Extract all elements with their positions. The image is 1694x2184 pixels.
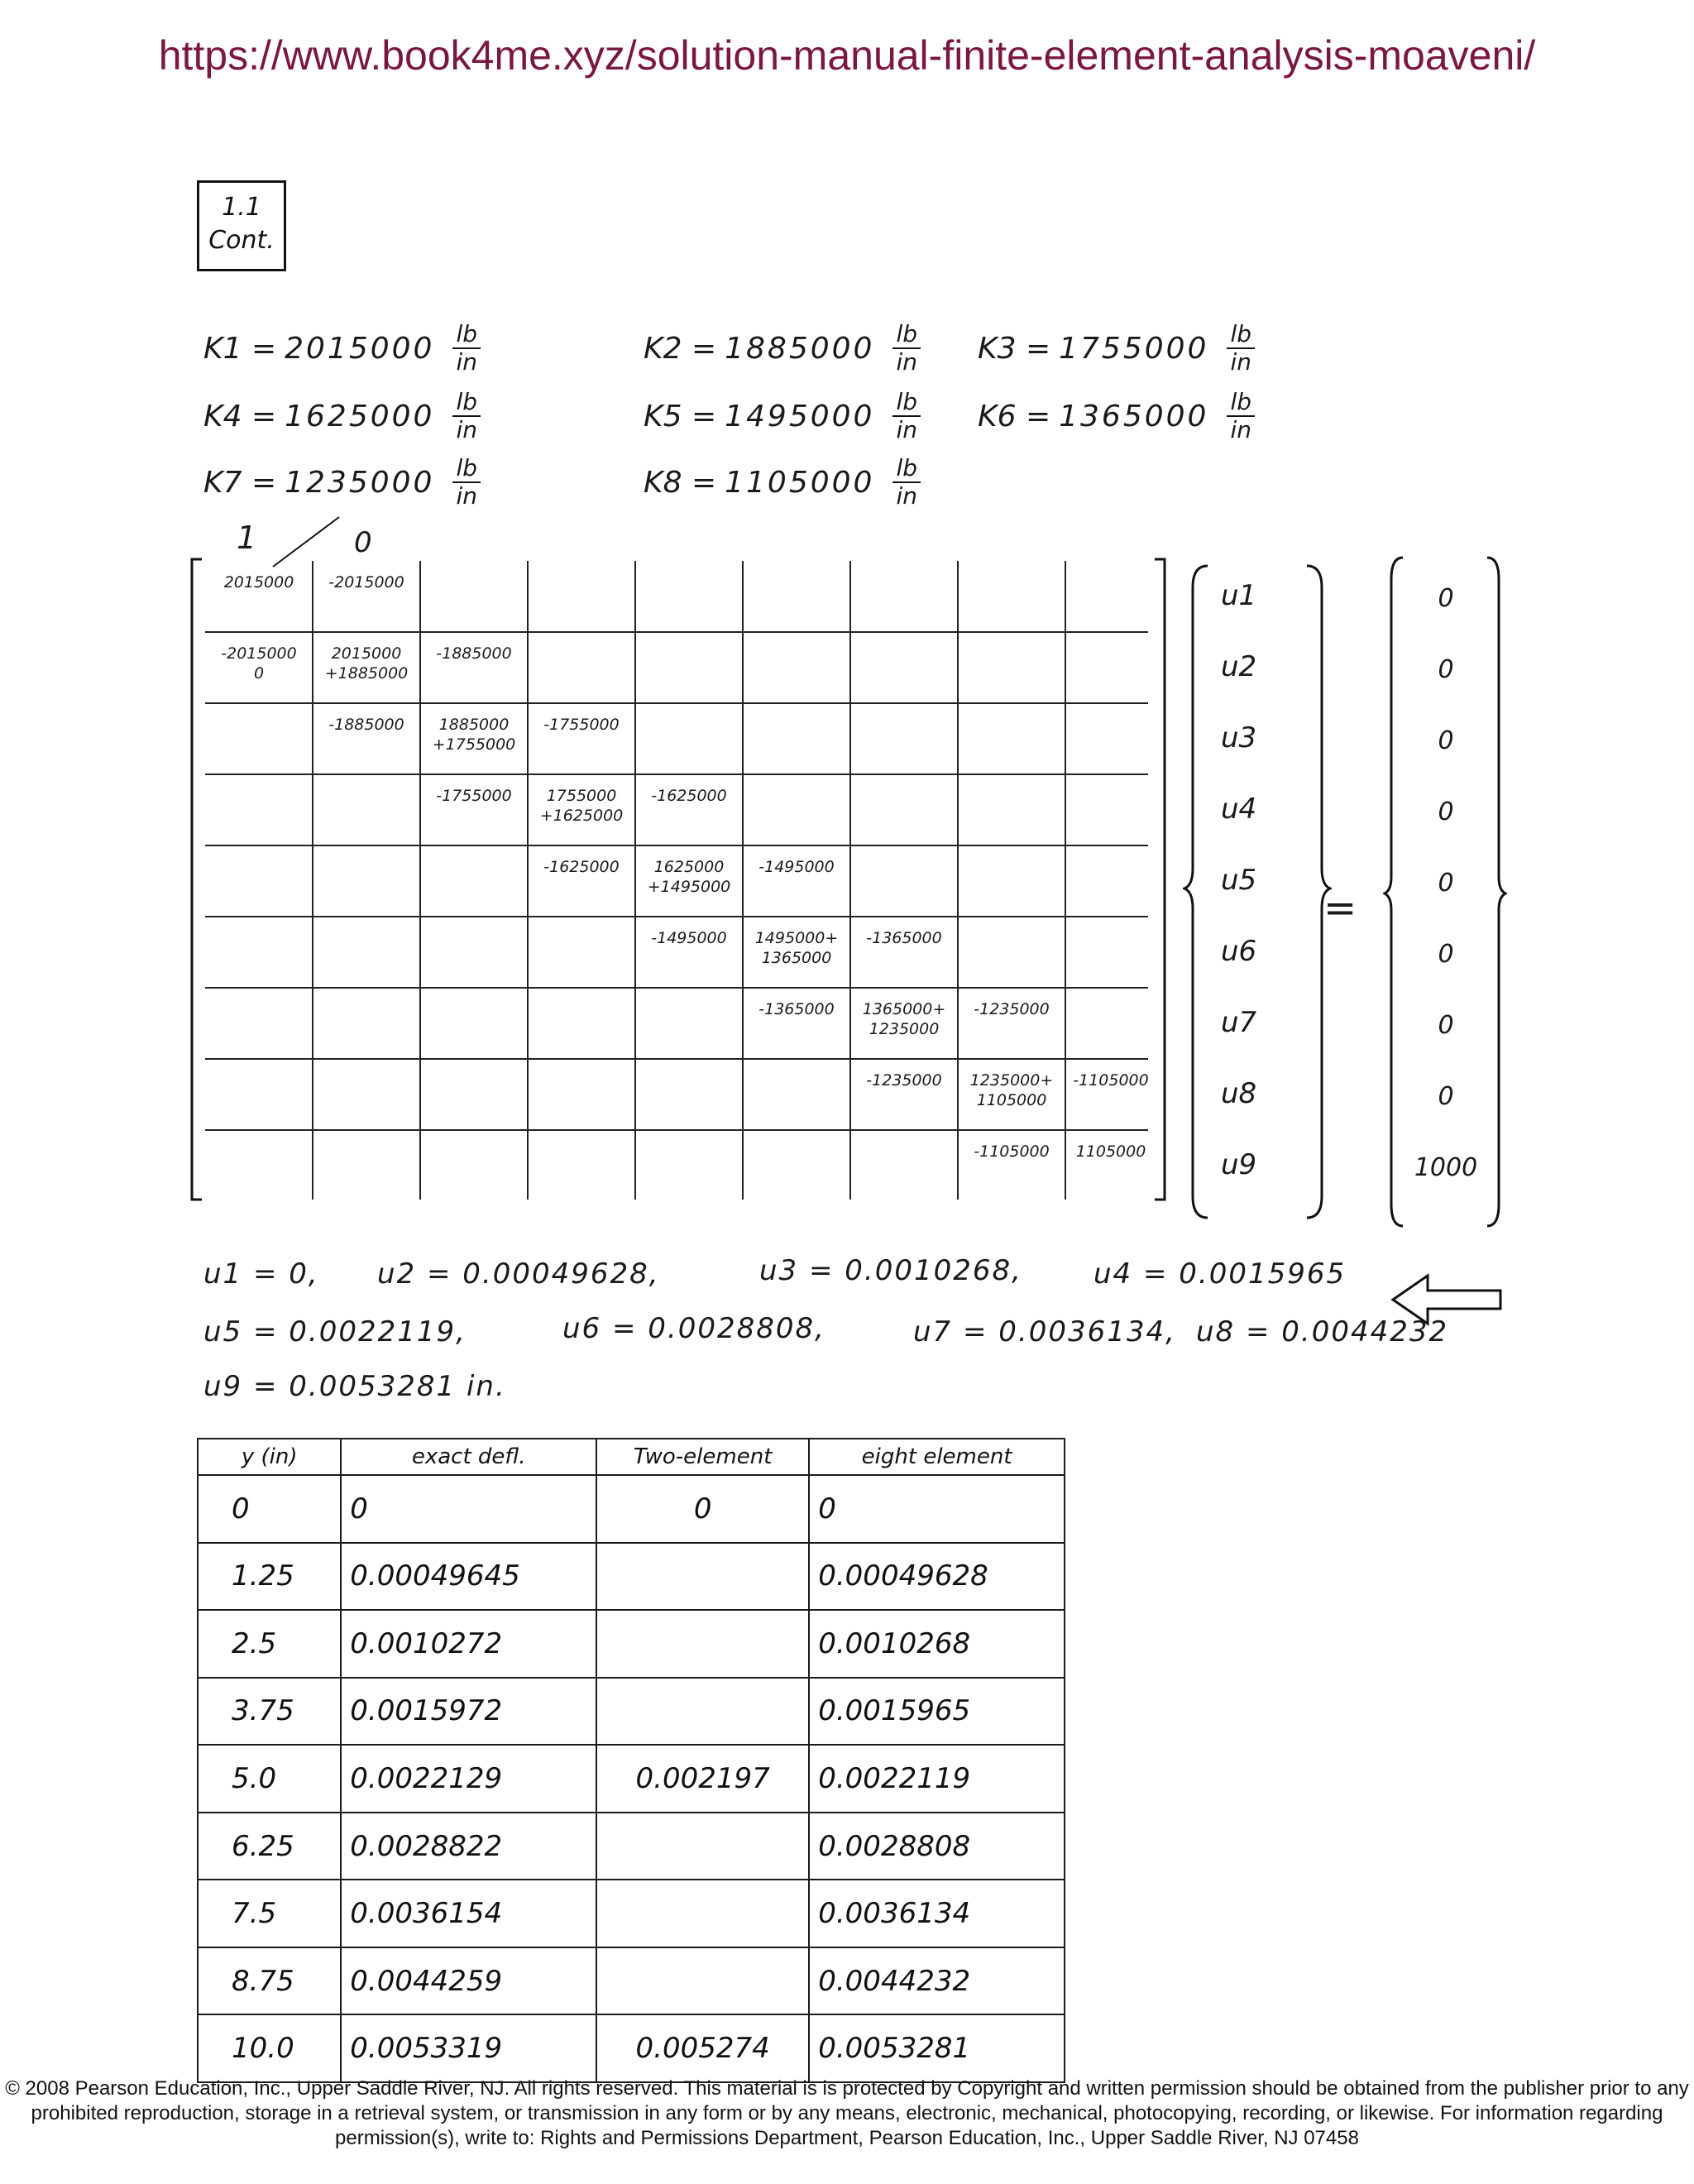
matrix-cell: 2015000 +1885000 xyxy=(324,644,409,682)
units-numerator: lb xyxy=(452,321,481,349)
k-value: 1755000 xyxy=(1059,331,1209,366)
table-row xyxy=(198,1947,1065,2015)
solution-u1: u1 = 0, xyxy=(203,1257,319,1291)
k1-definition xyxy=(203,321,481,376)
solution-u2: u2 = 0.00049628, xyxy=(377,1257,660,1291)
table-cell: 0.0044232 xyxy=(809,1947,1065,2015)
units-denominator: in xyxy=(896,416,918,443)
units-denominator: in xyxy=(1230,416,1252,443)
matrix-cell: -1105000 xyxy=(1073,1071,1149,1090)
table-cell: 0.0022119 xyxy=(809,1745,1065,1813)
table-cell: 0 xyxy=(596,1475,809,1543)
table-cell: 0.00049628 xyxy=(809,1543,1065,1611)
k5-definition xyxy=(644,389,921,443)
table-cell: 2.5 xyxy=(198,1610,341,1678)
table-cell xyxy=(596,1610,809,1678)
matrix-left-bracket xyxy=(192,559,202,1200)
matrix-cell: -1105000 xyxy=(974,1142,1050,1161)
matrix-cell: 1365000+ 1235000 xyxy=(862,1000,946,1038)
table-cell: 0.0053319 xyxy=(341,2014,596,2082)
problem-number: 1.1 xyxy=(222,193,261,222)
table-row xyxy=(198,1880,1065,1947)
k-units xyxy=(892,455,921,510)
table-header-row xyxy=(198,1439,1065,1475)
matrix-cell: -1495000 xyxy=(758,858,835,876)
matrix-cell: 1625000 +1495000 xyxy=(647,858,731,896)
table-cell: 0.0015965 xyxy=(809,1678,1065,1746)
k3-definition xyxy=(978,321,1255,376)
matrix-cell: -1755000 xyxy=(543,716,620,734)
unknown-u8: u8 xyxy=(1221,1077,1257,1110)
table-cell: 8.75 xyxy=(198,1947,341,2015)
force-value: 0 xyxy=(1438,584,1454,613)
unknown-u3: u3 xyxy=(1221,721,1257,754)
solution-u7: u7 = 0.0036134, xyxy=(913,1315,1176,1348)
global-stiffness-matrix xyxy=(189,553,1168,1206)
k-name: K1 = xyxy=(203,331,277,366)
table-row xyxy=(198,1475,1065,1543)
k-value: 1365000 xyxy=(1059,399,1209,433)
matrix-cell: -1235000 xyxy=(866,1071,942,1090)
matrix-cell: -1885000 xyxy=(328,716,404,734)
matrix-cell: 1105000 xyxy=(1075,1142,1146,1161)
solution-u5: u5 = 0.0022119, xyxy=(203,1315,467,1348)
matrix-cell: -1625000 xyxy=(543,858,620,876)
table-cell xyxy=(596,1813,809,1880)
matrix-cell: -1365000 xyxy=(866,929,942,947)
table-cell: 0.0036154 xyxy=(341,1880,596,1947)
units-numerator: lb xyxy=(1227,321,1255,349)
copyright-notice: © 2008 Pearson Education, Inc., Upper Saddle River, NJ. All rights reserved. This material is is protected by Copyright and written permission should be obtained from the publisher prior to any prohibited reproduction, storage in a retrieval system, or transmission in any form or by any means, electronic, mechanical, photocopying, recording, or likewise. For information regarding permission(s), write to: Rights and Permissions Department, Pearson Education, Inc., Upper Saddle River, NJ 07458 xyxy=(5,2077,1689,2149)
boundary-mark-zero: 0 xyxy=(354,526,372,559)
matrix-cell: 1755000 +1625000 xyxy=(539,787,624,825)
k-units xyxy=(892,389,921,443)
table-cell: 0.0036134 xyxy=(809,1880,1065,1947)
table-cell: 0.002197 xyxy=(596,1745,809,1813)
force-value: 0 xyxy=(1438,726,1454,755)
table-cell: 0.0044259 xyxy=(341,1947,596,2015)
units-denominator: in xyxy=(456,348,478,376)
table-cell xyxy=(596,1947,809,2015)
k-value: 2015000 xyxy=(285,331,435,366)
matrix-cell: -1885000 xyxy=(436,644,512,663)
header-two-element: Two-element xyxy=(596,1439,809,1475)
solution-u6: u6 = 0.0028808, xyxy=(562,1312,825,1345)
matrix-cell: -1495000 xyxy=(651,929,727,947)
k-value: 1885000 xyxy=(725,331,875,366)
matrix-cell: 1885000 +1755000 xyxy=(432,716,516,754)
matrix-cell: -1235000 xyxy=(974,1000,1050,1018)
table-cell xyxy=(596,1543,809,1611)
k-units xyxy=(452,455,481,510)
table-cell: 1.25 xyxy=(198,1543,341,1611)
table-cell: 0 xyxy=(809,1475,1065,1543)
k-name: K8 = xyxy=(644,465,717,500)
table-cell: 0.00049645 xyxy=(341,1543,596,1611)
units-numerator: lb xyxy=(892,321,921,349)
problem-number-box xyxy=(197,180,286,271)
problem-continued-label: Cont. xyxy=(208,226,275,255)
unknown-u6: u6 xyxy=(1221,935,1257,968)
matrix-cell: -1755000 xyxy=(436,787,512,805)
k7-definition xyxy=(203,455,481,510)
table-cell: 0.0010272 xyxy=(341,1610,596,1678)
k-value: 1235000 xyxy=(285,465,435,500)
force-value: 0 xyxy=(1438,1082,1454,1111)
unknown-u2: u2 xyxy=(1221,650,1257,683)
table-cell: 5.0 xyxy=(198,1745,341,1813)
table-cell: 3.75 xyxy=(198,1678,341,1746)
unknown-u7: u7 xyxy=(1221,1006,1257,1039)
source-url-header: https://www.book4me.xyz/solution-manual-finite-element-analysis-moaveni/ xyxy=(158,32,1536,79)
table-row xyxy=(198,1813,1065,1880)
units-denominator: in xyxy=(896,482,918,510)
boundary-mark-one: 1 xyxy=(237,520,257,556)
deflection-comparison-table xyxy=(197,1438,1065,2083)
unknown-u1: u1 xyxy=(1221,579,1257,612)
table-row xyxy=(198,1678,1065,1746)
unknown-u4: u4 xyxy=(1221,793,1257,826)
units-numerator: lb xyxy=(1227,389,1255,417)
k-value: 1105000 xyxy=(725,465,875,500)
table-row xyxy=(198,1610,1065,1678)
k6-definition xyxy=(978,389,1255,443)
table-row xyxy=(198,1543,1065,1611)
units-numerator: lb xyxy=(452,389,481,417)
header-eight-element: eight element xyxy=(809,1439,1065,1475)
table-cell: 10.0 xyxy=(198,2014,341,2082)
matrix-right-bracket xyxy=(1155,559,1165,1200)
table-row xyxy=(198,1745,1065,1813)
force-value: 0 xyxy=(1438,940,1454,969)
unknown-vector-braces xyxy=(1183,563,1332,1224)
k-name: K6 = xyxy=(978,399,1051,433)
k-units xyxy=(452,321,481,376)
k-value: 1495000 xyxy=(725,399,875,433)
units-numerator: lb xyxy=(892,389,921,417)
units-denominator: in xyxy=(456,416,478,443)
k-name: K3 = xyxy=(978,331,1051,366)
header-y: y (in) xyxy=(198,1439,341,1475)
table-cell: 0.0028822 xyxy=(341,1813,596,1880)
table-cell: 0.0015972 xyxy=(341,1678,596,1746)
solution-u4: u4 = 0.0015965 xyxy=(1093,1257,1347,1291)
units-denominator: in xyxy=(456,482,478,510)
table-cell: 0 xyxy=(198,1475,341,1543)
table-cell xyxy=(596,1678,809,1746)
table-cell: 0.0053281 xyxy=(809,2014,1065,2082)
units-denominator: in xyxy=(1230,348,1252,376)
solution-u3: u3 = 0.0010268, xyxy=(759,1254,1022,1287)
matrix-cell: 1495000+ 1365000 xyxy=(754,929,839,967)
matrix-cell: 1235000+ 1105000 xyxy=(969,1071,1054,1109)
k-units xyxy=(452,389,481,443)
table-cell: 0.0010268 xyxy=(809,1610,1065,1678)
unknown-u9: u9 xyxy=(1221,1148,1257,1181)
units-numerator: lb xyxy=(452,455,481,483)
force-value: 1000 xyxy=(1414,1153,1478,1182)
matrix-cell: -2015000 xyxy=(328,573,404,592)
matrix-cell: -1625000 xyxy=(651,787,727,805)
matrix-cell: -2015000 0 xyxy=(221,644,297,682)
solution-u8: u8 = 0.0044232 xyxy=(1196,1315,1449,1348)
k-units xyxy=(1227,321,1255,376)
table-cell: 0.0022129 xyxy=(341,1745,596,1813)
k-value: 1625000 xyxy=(285,399,435,433)
solution-u9: u9 = 0.0053281 in. xyxy=(203,1370,506,1403)
table-cell: 0 xyxy=(341,1475,596,1543)
table-cell: 0.0028808 xyxy=(809,1813,1065,1880)
force-value: 0 xyxy=(1438,655,1454,684)
matrix-cell: -1365000 xyxy=(758,1000,835,1018)
k2-definition xyxy=(644,321,921,376)
units-numerator: lb xyxy=(892,455,921,483)
k8-definition xyxy=(644,455,921,510)
table-cell: 0.005274 xyxy=(596,2014,809,2082)
table-cell: 7.5 xyxy=(198,1880,341,1947)
force-value: 0 xyxy=(1438,869,1454,898)
k-name: K5 = xyxy=(644,399,717,433)
equals-sign: = xyxy=(1323,885,1357,932)
force-value: 0 xyxy=(1438,1011,1454,1040)
k-name: K2 = xyxy=(644,331,717,366)
header-exact: exact defl. xyxy=(341,1439,596,1475)
k-units xyxy=(892,321,921,376)
force-value: 0 xyxy=(1438,797,1454,826)
k-name: K7 = xyxy=(203,465,277,500)
k-name: K4 = xyxy=(203,399,277,433)
table-cell: 6.25 xyxy=(198,1813,341,1880)
unknown-u5: u5 xyxy=(1221,864,1257,897)
table-row xyxy=(198,2014,1065,2082)
k4-definition xyxy=(203,389,481,443)
k-units xyxy=(1227,389,1255,443)
matrix-cell: 2015000 xyxy=(223,573,294,592)
table-cell xyxy=(596,1880,809,1947)
units-denominator: in xyxy=(896,348,918,376)
